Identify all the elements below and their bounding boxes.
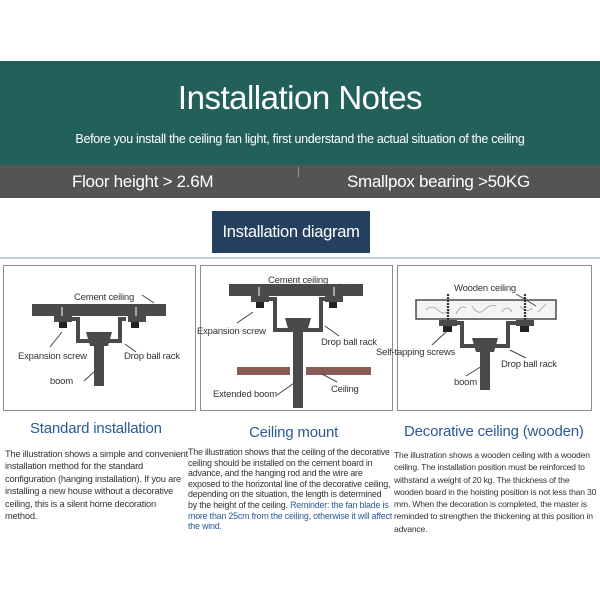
ball-hanger [86,332,112,346]
label-extended-boom: Extended boom [213,389,277,400]
ball-hanger [472,338,498,352]
label-cement-ceiling: Cement ceiling [268,275,329,286]
label-cement-ceiling: Cement ceiling [74,292,135,303]
label-drop-ball-rack: Drop ball rack [501,359,557,370]
ball-hanger [285,318,311,332]
bearing-spec: Smallpox bearing >50KG [347,172,530,191]
page-subtitle: Before you install the ceiling fan light, first understand the actual situation of the ceiling [75,132,525,146]
decorative-ceiling-description: The illustration shows a wooden ceiling with a wooden ceiling. The installation position must be reinforced to withstand a weight of 20 kg. The thickness of the wooden board in the hoisting position is not less than 30 mm. When the decoration is completed, the master is reminded to strengthen the thickening at this position in advance. [394,450,597,534]
label-self-tapping-screws: Self-tapping screws [376,347,456,358]
page-title: Installation Notes [177,79,423,116]
expansion-screw-right [128,316,146,322]
ceiling-mount-text: The illustration shows that the ceiling of the decorative ceiling should be installed on the cement board in advance, and the hanging rod and the wire are exposed to the horizontal line of the decorative ceiling, depending on the situation, the length is determined by the height of the ceiling. [188,447,391,510]
label-drop-ball-rack: Drop ball rack [321,337,377,348]
spec-banner [0,165,600,198]
label-ceiling: Ceiling [331,384,359,395]
boom-rod [94,344,104,386]
section-divider [0,257,600,259]
label-wooden-ceiling: Wooden ceiling [454,283,516,294]
floor-height-spec: Floor height > 2.6M [72,172,214,191]
expansion-screw-left [251,296,269,302]
label-boom: boom [454,377,477,388]
boom-rod [480,350,490,390]
standard-diagram-drawing [4,266,194,409]
expansion-screw-right [325,296,343,302]
installation-diagram-tab: Installation diagram [212,211,370,253]
label-expansion-screw: Expansion screw [18,351,87,362]
standard-installation-diagram [3,265,196,411]
label-boom: boom [50,376,73,387]
ceiling-mount-description [188,447,392,532]
decorative-ceiling-title: Decorative ceiling (wooden) [404,423,584,440]
ceiling-mount-title: Ceiling mount [249,424,339,441]
cement-ceiling-slab [32,304,166,316]
standard-installation-title: Standard installation [30,420,162,437]
false-ceiling-left [237,367,290,375]
header-banner [0,61,600,165]
standard-installation-description: The illustration shows a simple and convenient installation method for the standard configuration (hanging installation). If you are installing a new house without a decorative ceiling, this is a silent home decoration method. [5,449,189,522]
ceiling-mount-reminder: Reminder: the fan blade is more than 25cm from the ceiling, otherwise it will affect the wind. [188,499,392,532]
label-expansion-screw: Expansion screw [197,326,266,337]
ceiling-mount-diagram [197,265,393,411]
label-drop-ball-rack: Drop ball rack [124,351,180,362]
wooden-ceiling-diagram [376,265,592,411]
spec-divider [298,167,299,177]
false-ceiling-right [306,367,371,375]
expansion-screw-left [54,316,72,322]
extended-boom-rod [293,330,303,408]
